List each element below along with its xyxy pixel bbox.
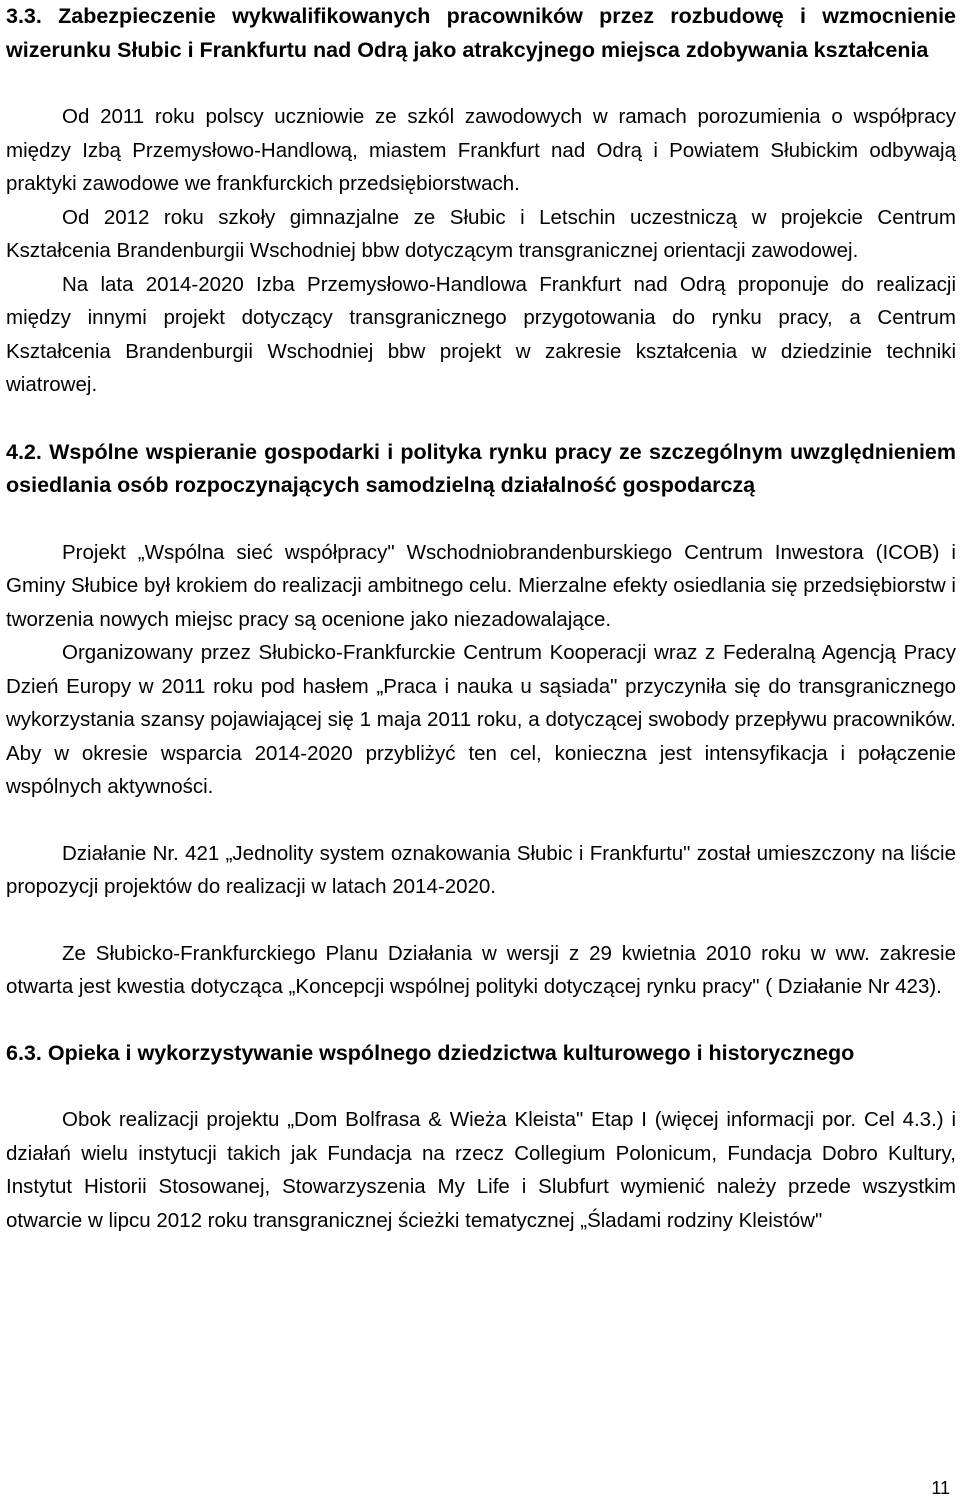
spacer <box>6 1070 956 1103</box>
section-heading-3-3 <box>6 0 956 67</box>
spacer <box>6 503 956 536</box>
spacer <box>6 904 956 937</box>
section-number: 3.3. <box>6 4 42 28</box>
paragraph: Organizowany przez Słubicko-Frankfurckie Centrum Kooperacji wraz z Federalną Agencją Pracy Dzień Europy w 2011 roku pod hasłem „Praca i nauka u sąsiada" przyczyniła się do transgranicznego wykorzystania szansy pojawiającej się 1 maja 2011 roku, a dotyczącej swobody przepływu pracowników. Aby w okresie wsparcia 2014-2020 przybliżyć ten cel, konieczna jest intensyfikacja i połączenie wspólnych aktywności. <box>6 641 956 798</box>
page-number: 11 <box>931 1478 950 1498</box>
section-number: 4.2. <box>6 439 42 464</box>
section-title: Opieka i wykorzystywanie wspólnego dziedzictwa kulturowego i historycznego <box>47 1040 855 1065</box>
section-heading-4-2 <box>6 436 956 503</box>
paragraph: Na lata 2014-2020 Izba Przemysłowo-Handlowa Frankfurt nad Odrą proponuje do realizacji między innymi projekt dotyczący transgranicznego przygotowania do rynku pracy, a Centrum Kształcenia Brandenburgii Wschodniej bbw projekt w zakresie kształcenia w dziedzinie techniki wiatrowej. <box>6 272 956 396</box>
document-page <box>6 0 956 1505</box>
paragraph: Obok realizacji projektu „Dom Bolfrasa & Wieża Kleista" Etap I (więcej informacji por. Cel 4.3.) i działań wielu instytucji takich jak Fundacja na rzecz Collegium Polonicum, Fundacja Dobro Kultury, Instytut Historii Stosowanej, Stowarzyszenia My Life i Slubfurt wymienić należy przede wszystkim otwarcie w lipcu 2012 roku transgranicznej ścieżki tematycznej „Śladami rodziny Kleistów" <box>6 1108 956 1232</box>
spacer <box>6 67 956 100</box>
paragraph: Projekt „Wspólna sieć współpracy" Wschodniobrandenburskiego Centrum Inwestora (ICOB) i Gminy Słubice był krokiem do realizacji ambitnego celu. Mierzalne efekty osiedlania się przedsiębiorstw i tworzenia nowych miejsc pracy są ocenione jako niezadowalające. <box>6 540 956 631</box>
section-number: 6.3. <box>6 1040 42 1065</box>
paragraph: Od 2012 roku szkoły gimnazjalne ze Słubic i Letschin uczestniczą w projekcie Centrum Kształcenia Brandenburgii Wschodniej bbw dotyczącym transgranicznej orientacji zawodowej. <box>6 205 956 262</box>
section-heading-6-3 <box>6 1037 956 1071</box>
paragraph: Działanie Nr. 421 „Jednolity system oznakowania Słubic i Frankfurtu" został umieszczony na liście propozycji projektów do realizacji w latach 2014-2020. <box>6 841 956 898</box>
paragraph: Od 2011 roku polscy uczniowie ze szkól zawodowych w ramach porozumienia o współpracy między Izbą Przemysłowo-Handlową, miastem Frankfurt nad Odrą i Powiatem Słubickim odbywają praktyki zawodowe we frankfurckich przedsiębiorstwach. <box>6 105 956 195</box>
paragraph: Ze Słubicko-Frankfurckiego Planu Działania w wersji z 29 kwietnia 2010 roku w ww. zakresie otwarta jest kwestia dotycząca „Koncepcji wspólnej polityki dotyczącej rynku pracy" ( Działanie Nr 423). <box>6 941 956 998</box>
spacer <box>6 804 956 837</box>
section-title: Zabezpieczenie wykwalifikowanych pracowników przez rozbudowę i wzmocnienie wizerunku Słubic i Frankfurtu nad Odrą jako atrakcyjnego miejsca zdobywania kształcenia <box>6 4 956 62</box>
section-title: Wspólne wspieranie gospodarki i polityka rynku pracy ze szczególnym uwzględnieniem osiedlania osób rozpoczynających samodzielną działalność gospodarczą <box>6 439 956 497</box>
spacer <box>6 402 956 436</box>
spacer <box>6 1004 956 1037</box>
